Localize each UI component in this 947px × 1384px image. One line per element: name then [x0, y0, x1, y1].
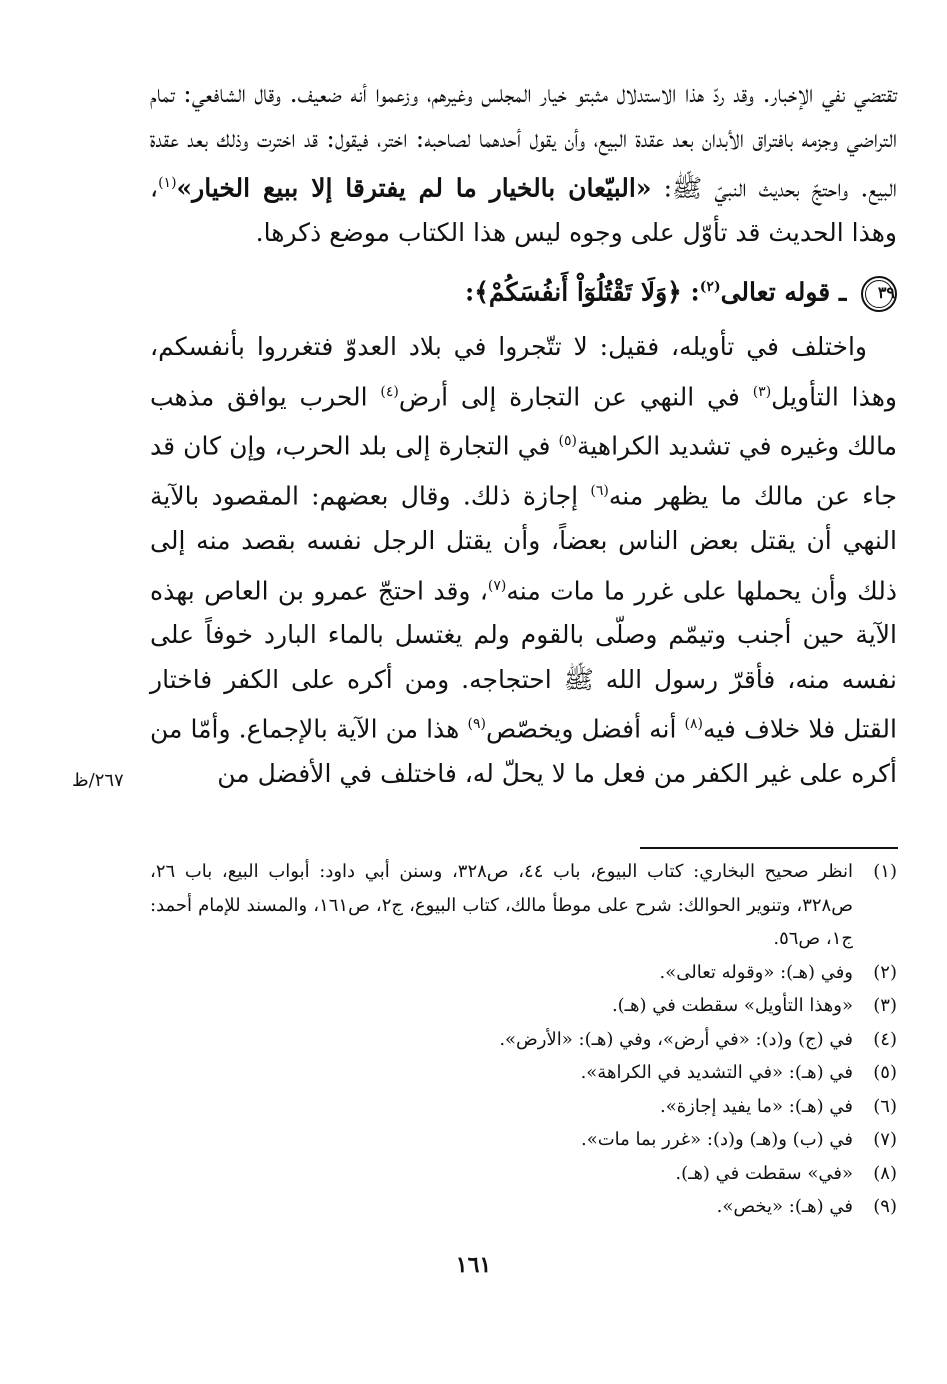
paragraph-text: تقتضي نفي الإخبار. وقد ردّ هذا الاستدلال مثبتو خيار المجلس وغيرهم، وزعموا أنه ضعيف. وقال الشافعي: تمام التراضي وجزمه بافتراق الأبدان بعد عقدة البيع، وأن يقول أحدهما لصاحبه: اختر، فيقول: قد اخترت وذلك بعد عقدة البيع. واحتجّ بحديث النبيّ ﷺ:: [150, 79, 897, 203]
footnote-text: في (هـ): «في التشديد في الكراهة».: [580, 1062, 853, 1083]
footnote-ref[interactable]: (٦): [590, 483, 609, 500]
footnote-number: (٥): [873, 1062, 897, 1083]
manuscript-folio-marker: ٢٦٧/ظ: [72, 770, 124, 791]
footnote-number: (٩): [873, 1196, 897, 1217]
paragraph-text: واختلف في تأويله، فقيل: لا تتّجروا في بلاد العدوّ فتغرروا بأنفسكم، وهذا التأويل: [150, 332, 897, 411]
footnote-item: [150, 1056, 897, 1090]
paragraph-text: في التجارة إلى بلد الحرب، وإن كان قد جاء عن مالك ما يظهر منه: [150, 431, 897, 511]
paragraph-text: في النهي عن التجارة إلى أرض: [398, 381, 753, 411]
footnote-number: (٧): [873, 1129, 897, 1150]
footnote-item: [150, 1090, 897, 1124]
footnote-separator: [640, 847, 898, 849]
footnote-item: [150, 989, 897, 1023]
footnote-number: (٢): [873, 961, 897, 983]
footnote-number: (٣): [873, 995, 897, 1016]
page-number: ١٦١: [455, 1252, 492, 1278]
footnote-number: (٤): [873, 1028, 897, 1050]
heading-label: ـ قوله تعالى: [720, 277, 847, 307]
paragraph: [150, 72, 897, 255]
footnotes: [150, 855, 897, 1224]
footnote-text: «وهذا التأويل» سقطت في (هـ).: [611, 995, 853, 1016]
footnote-item: [150, 1023, 897, 1057]
footnote-text: في (هـ): «ما يفيد إجازة».: [660, 1095, 853, 1117]
footnote-ref[interactable]: (٧): [487, 577, 507, 594]
paragraph-text: ، وقد احتجّ عمرو بن العاص بهذه الآية حين أجنب وتيمّم وصلّى بالقوم ولم يغتسل بالماء البارد خوفاً على نفسه منه، فأقرّ رسول الله ﷺ احتجاجه. ومن أكره على الكفر فاختار القتل فلا خلاف فيه: [150, 575, 897, 744]
footnote-item: [150, 855, 897, 956]
footnote-text: في (ب) و(هـ) و(د): «غرر بما مات».: [580, 1129, 853, 1150]
hadith-quote: «البيّعان بالخيار ما لم يفترقا إلا ببيع الخيار»: [176, 173, 652, 203]
heading-colon: :: [690, 277, 700, 307]
footnote-ref[interactable]: (٤): [380, 383, 399, 400]
footnote-item: [150, 1190, 897, 1224]
footnote-text: انظر صحيح البخاري: كتاب البيوع، باب ٤٤، ص٣٢٨، وسنن أبي داود: أبواب البيع، باب ٢٦، ص٣٢٨، وتنوير الحوالك: شرح على موطأ مالك، كتاب البيوع، ج٢، ص١٦١، والمسند للإمام أحمد: ج١، ص٥٦.: [150, 861, 853, 949]
footnote-number: (١): [873, 861, 897, 882]
verse-number-medallion: ٣٩: [861, 276, 897, 312]
footnote-number: (٦): [873, 1095, 897, 1117]
footnote-ref[interactable]: (٩): [467, 716, 486, 733]
footnote-ref[interactable]: (٥): [558, 433, 577, 450]
main-text: [150, 72, 897, 797]
footnote-text: وفي (هـ): «وقوله تعالى».: [659, 961, 853, 983]
footnote-ref[interactable]: (٨): [684, 716, 703, 733]
footnote-number: (٨): [873, 1162, 897, 1184]
paragraph-text: الحرب يوافق مذهب مالك وغيره في تشديد الكراهية: [150, 381, 897, 461]
footnote-ref[interactable]: (٢): [699, 279, 721, 296]
paragraph-text: إجازة ذلك. وقال بعضهم: المقصود بالآية النهي أن يقتل بعض الناس بعضاً، وأن يقتل الرجل نفسه بقصد منه إلى ذلك وأن يحملها على غرر ما مات منه: [150, 481, 898, 605]
footnote-text: «في» سقطت في (هـ).: [675, 1162, 853, 1184]
paragraph-text: أنه أفضل ويخصّص: [485, 714, 685, 744]
verse-heading: [150, 265, 897, 315]
paragraph: [150, 325, 897, 797]
footnote-ref[interactable]: (١): [158, 175, 177, 191]
footnote-item: [150, 956, 897, 990]
footnote-text: في (ج) و(د): «في أرض»، وفي (هـ): «الأرض».: [499, 1028, 853, 1050]
paragraph-text: هذا من الآية بالإجماع. وأمّا من أكره على غير الكفر من فعل ما لا يحلّ له، فاختلف في الأفضل من: [150, 714, 897, 789]
verse-text: ﴿وَلَا تَقْتُلُوٓاْ أَنفُسَكُمْ﴾:: [464, 277, 682, 307]
footnote-item: [150, 1157, 897, 1191]
footnote-item: [150, 1123, 897, 1157]
paragraph-text: ، وهذا الحديث قد تأوّل على وجوه ليس هذا الكتاب موضع ذكرها.: [150, 173, 897, 247]
footnote-ref[interactable]: (٣): [752, 383, 772, 400]
footnote-text: في (هـ): «يخص».: [716, 1196, 853, 1217]
